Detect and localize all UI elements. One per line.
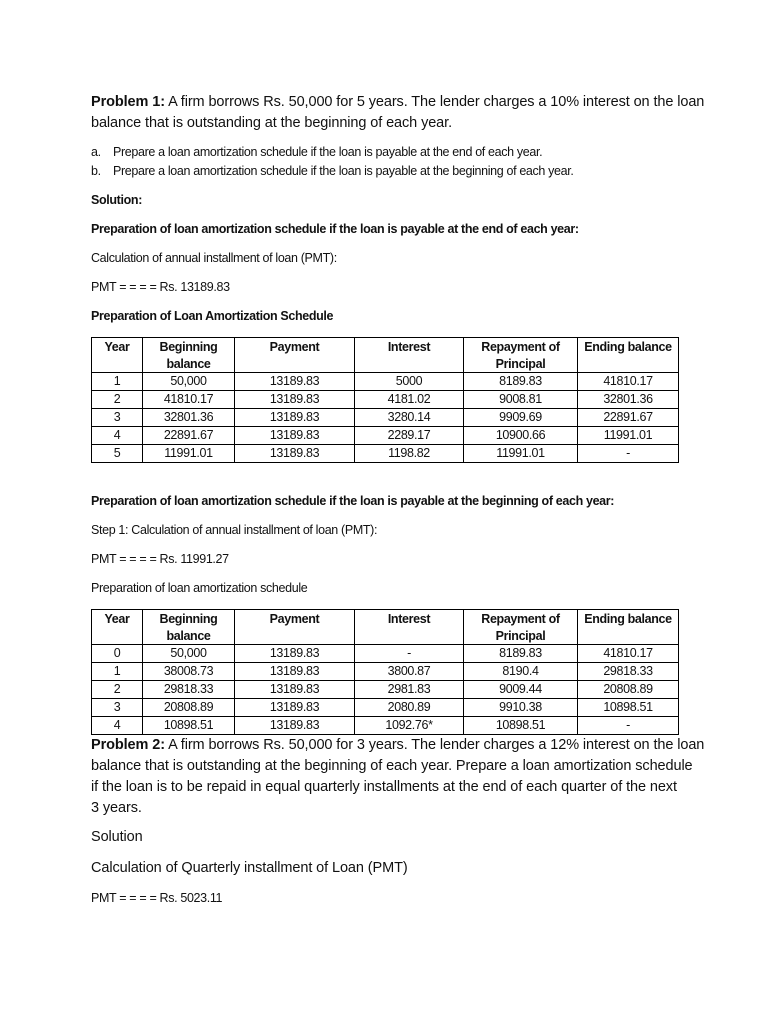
list-item-b xyxy=(91,164,574,178)
col-header-repayment-of-principal: Repayment of Principal xyxy=(464,610,578,645)
cell-interest: 1198.82 xyxy=(355,445,464,463)
col-header-interest: Interest xyxy=(355,610,464,645)
amortization-table-end-of-year xyxy=(91,337,679,463)
list-marker: b. xyxy=(91,164,101,178)
solution-heading: Solution: xyxy=(91,193,143,207)
cell-year: 0 xyxy=(92,645,143,663)
cell-ending-balance: - xyxy=(578,445,679,463)
col-header-year: Year xyxy=(92,610,143,645)
table-row xyxy=(92,645,679,663)
cell-interest: 3280.14 xyxy=(355,409,464,427)
cell-year: 1 xyxy=(92,663,143,681)
cell-payment: 13189.83 xyxy=(235,645,355,663)
part-a-pmt-line: PMT = = = = Rs. 13189.83 xyxy=(91,280,230,294)
cell-repayment: 9909.69 xyxy=(464,409,578,427)
cell-repayment: 8190.4 xyxy=(464,663,578,681)
part-b-step-label: Step 1: Calculation of annual installment of loan (PMT): xyxy=(91,523,378,537)
col-header-beginning-balance: Beginning balance xyxy=(143,338,235,373)
problem2-text: A firm borrows Rs. 50,000 for 3 years. The lender charges a 12% interest on the loan xyxy=(164,737,705,753)
cell-year: 2 xyxy=(92,391,143,409)
table-row xyxy=(92,663,679,681)
cell-year: 4 xyxy=(92,427,143,445)
cell-year: 3 xyxy=(92,409,143,427)
cell-interest: 2981.83 xyxy=(355,681,464,699)
problem2-statement-line3: if the loan is to be repaid in equal quarterly installments at the end of each quarter of the next xyxy=(91,779,677,795)
table-header-row xyxy=(92,338,679,373)
cell-interest: 2289.17 xyxy=(355,427,464,445)
cell-ending-balance: - xyxy=(578,717,679,735)
list-item-text: Prepare a loan amortization schedule if the loan is payable at the beginning of each year. xyxy=(113,164,574,178)
col-header-year: Year xyxy=(92,338,143,373)
table-row xyxy=(92,391,679,409)
col-header-payment: Payment xyxy=(235,610,355,645)
cell-year: 2 xyxy=(92,681,143,699)
cell-payment: 13189.83 xyxy=(235,663,355,681)
col-header-ending-balance: Ending balance xyxy=(578,610,679,645)
cell-interest: - xyxy=(355,645,464,663)
cell-beginning-balance: 41810.17 xyxy=(143,391,235,409)
cell-payment: 13189.83 xyxy=(235,409,355,427)
cell-year: 5 xyxy=(92,445,143,463)
cell-year: 3 xyxy=(92,699,143,717)
table-row xyxy=(92,699,679,717)
cell-payment: 13189.83 xyxy=(235,681,355,699)
cell-ending-balance: 29818.33 xyxy=(578,663,679,681)
cell-payment: 13189.83 xyxy=(235,445,355,463)
cell-beginning-balance: 22891.67 xyxy=(143,427,235,445)
problem1-label: Problem 1: xyxy=(91,94,165,110)
cell-repayment: 10900.66 xyxy=(464,427,578,445)
part-b-heading: Preparation of loan amortization schedule if the loan is payable at the beginning of each year: xyxy=(91,494,615,508)
cell-interest: 5000 xyxy=(355,373,464,391)
problem2-label: Problem 2: xyxy=(91,737,165,753)
list-item-text: Prepare a loan amortization schedule if the loan is payable at the end of each year. xyxy=(113,145,543,159)
cell-repayment: 9008.81 xyxy=(464,391,578,409)
problem2-calc-label: Calculation of Quarterly installment of Loan (PMT) xyxy=(91,860,408,876)
cell-ending-balance: 41810.17 xyxy=(578,645,679,663)
cell-year: 1 xyxy=(92,373,143,391)
part-a-table-title: Preparation of Loan Amortization Schedule xyxy=(91,309,334,323)
part-b-pmt-line: PMT = = = = Rs. 11991.27 xyxy=(91,552,229,566)
cell-beginning-balance: 11991.01 xyxy=(143,445,235,463)
problem1-text: A firm borrows Rs. 50,000 for 5 years. The lender charges a 10% interest on the loan xyxy=(164,94,705,110)
cell-beginning-balance: 20808.89 xyxy=(143,699,235,717)
problem2-statement-line2: balance that is outstanding at the beginning of each year. Prepare a loan amortization schedule xyxy=(91,758,693,774)
col-header-payment: Payment xyxy=(235,338,355,373)
problem2-solution-heading: Solution xyxy=(91,829,143,845)
cell-payment: 13189.83 xyxy=(235,391,355,409)
cell-repayment: 9009.44 xyxy=(464,681,578,699)
table-row xyxy=(92,445,679,463)
problem2-pmt-line: PMT = = = = Rs. 5023.11 xyxy=(91,891,223,905)
cell-payment: 13189.83 xyxy=(235,427,355,445)
cell-repayment: 11991.01 xyxy=(464,445,578,463)
cell-ending-balance: 32801.36 xyxy=(578,391,679,409)
table-header-row xyxy=(92,610,679,645)
problem1-statement-line2: balance that is outstanding at the beginning of each year. xyxy=(91,115,452,131)
cell-repayment: 8189.83 xyxy=(464,645,578,663)
list-marker: a. xyxy=(91,145,101,159)
cell-year: 4 xyxy=(92,717,143,735)
cell-beginning-balance: 29818.33 xyxy=(143,681,235,699)
col-header-ending-balance: Ending balance xyxy=(578,338,679,373)
problem2-statement-line1 xyxy=(91,737,704,753)
table-row xyxy=(92,681,679,699)
cell-payment: 13189.83 xyxy=(235,717,355,735)
table-row xyxy=(92,409,679,427)
cell-beginning-balance: 38008.73 xyxy=(143,663,235,681)
cell-ending-balance: 10898.51 xyxy=(578,699,679,717)
cell-interest: 1092.76* xyxy=(355,717,464,735)
table-row xyxy=(92,373,679,391)
cell-ending-balance: 22891.67 xyxy=(578,409,679,427)
table-row xyxy=(92,427,679,445)
col-header-repayment-of-principal: Repayment of Principal xyxy=(464,338,578,373)
cell-repayment: 8189.83 xyxy=(464,373,578,391)
part-a-heading: Preparation of loan amortization schedule if the loan is payable at the end of each year: xyxy=(91,222,579,236)
cell-repayment: 9910.38 xyxy=(464,699,578,717)
col-header-beginning-balance: Beginning balance xyxy=(143,610,235,645)
problem1-statement-line1 xyxy=(91,94,704,110)
cell-payment: 13189.83 xyxy=(235,373,355,391)
cell-beginning-balance: 32801.36 xyxy=(143,409,235,427)
cell-interest: 3800.87 xyxy=(355,663,464,681)
cell-ending-balance: 20808.89 xyxy=(578,681,679,699)
cell-ending-balance: 11991.01 xyxy=(578,427,679,445)
part-a-calc-label: Calculation of annual installment of loan (PMT): xyxy=(91,251,337,265)
part-b-table-title: Preparation of loan amortization schedule xyxy=(91,581,308,595)
col-header-interest: Interest xyxy=(355,338,464,373)
cell-repayment: 10898.51 xyxy=(464,717,578,735)
table-row xyxy=(92,717,679,735)
cell-beginning-balance: 50,000 xyxy=(143,645,235,663)
amortization-table-beginning-of-year xyxy=(91,609,679,735)
cell-beginning-balance: 10898.51 xyxy=(143,717,235,735)
cell-beginning-balance: 50,000 xyxy=(143,373,235,391)
cell-interest: 4181.02 xyxy=(355,391,464,409)
cell-payment: 13189.83 xyxy=(235,699,355,717)
cell-interest: 2080.89 xyxy=(355,699,464,717)
list-item-a xyxy=(91,145,542,159)
cell-ending-balance: 41810.17 xyxy=(578,373,679,391)
problem2-statement-line4: 3 years. xyxy=(91,800,142,816)
